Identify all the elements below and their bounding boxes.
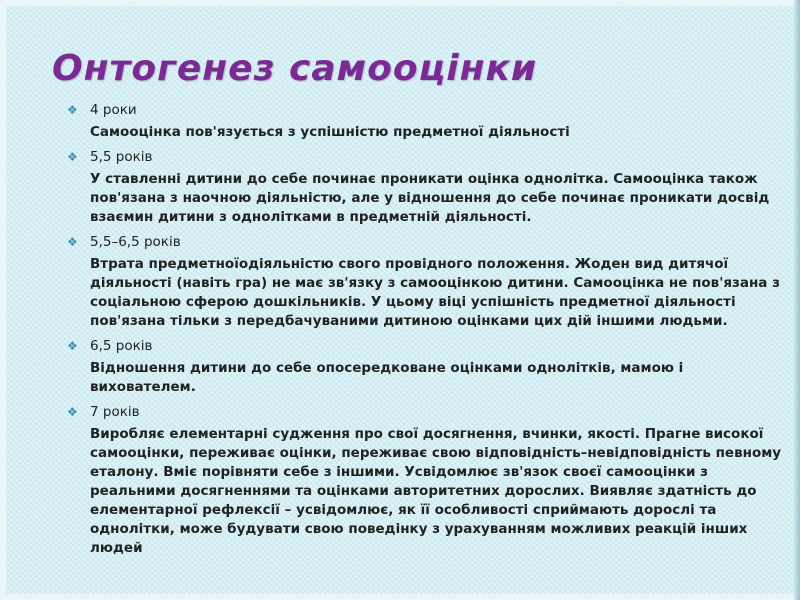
list-item: [60, 100, 782, 142]
slide-content: [60, 100, 782, 563]
item-text: Виробляє елементарні судження про свої досягнення, вчинки, якості. Прагне високої самооцінки, переживає оцінки, переживає свою відповідність–невідповідність певному еталону. Вміє порівняти себе з іншими. Усвідомлює зв'язок своєї самооцінки з реальними досягненнями та оцінками авторитетних дорослих. Виявляє здатність до елементарної рефлексії – усвідомлює, як її особливості сприймають дорослі та однолітки, може будувати свою поведінку з урахуванням можливих реакцій інших людей: [90, 426, 782, 556]
list-item: [60, 402, 782, 558]
list-item: [60, 336, 782, 397]
item-text: Відношення дитини до себе опосередковане оцінками однолітків, мамою і вихователем.: [90, 360, 684, 395]
item-text: Самооцінка пов'язується з успішністю предметної діяльності: [90, 124, 570, 140]
diamond-bullet-icon: ❖: [67, 405, 78, 419]
item-heading: 4 роки: [90, 102, 137, 118]
item-text: Втрата предметноїодіяльністю свого провідного положення. Жоден вид дитячої діяльності (навіть гра) не має зв'язку з самооцінкою дитини. Самооцінка не пов'язана з соціальною сферою дошкільників. У цьому віці успішність предметної діяльності пов'язана тільки з передбачуваними дитиною оцінками цих дій іншими людьми.: [90, 256, 780, 329]
diamond-bullet-icon: ❖: [67, 235, 78, 249]
diamond-bullet-icon: ❖: [67, 339, 78, 353]
item-text: У ставленні дитини до себе починає проникати оцінка однолітка. Самооцінка також пов'язана з наочною діяльністю, але у відношення до себе починає проникати досвід взаємин дитини з однолітками в предметній діяльності.: [90, 171, 770, 225]
item-heading: 6,5 років: [90, 338, 153, 354]
diamond-bullet-icon: ❖: [67, 150, 78, 164]
diamond-bullet-icon: ❖: [67, 103, 78, 117]
list-item: [60, 232, 782, 331]
item-heading: 5,5–6,5 років: [90, 234, 181, 250]
item-heading: 5,5 років: [90, 149, 153, 165]
list-item: [60, 147, 782, 227]
item-heading: 7 років: [90, 404, 140, 420]
slide-title: Онтогенез самооцінки: [52, 48, 538, 89]
